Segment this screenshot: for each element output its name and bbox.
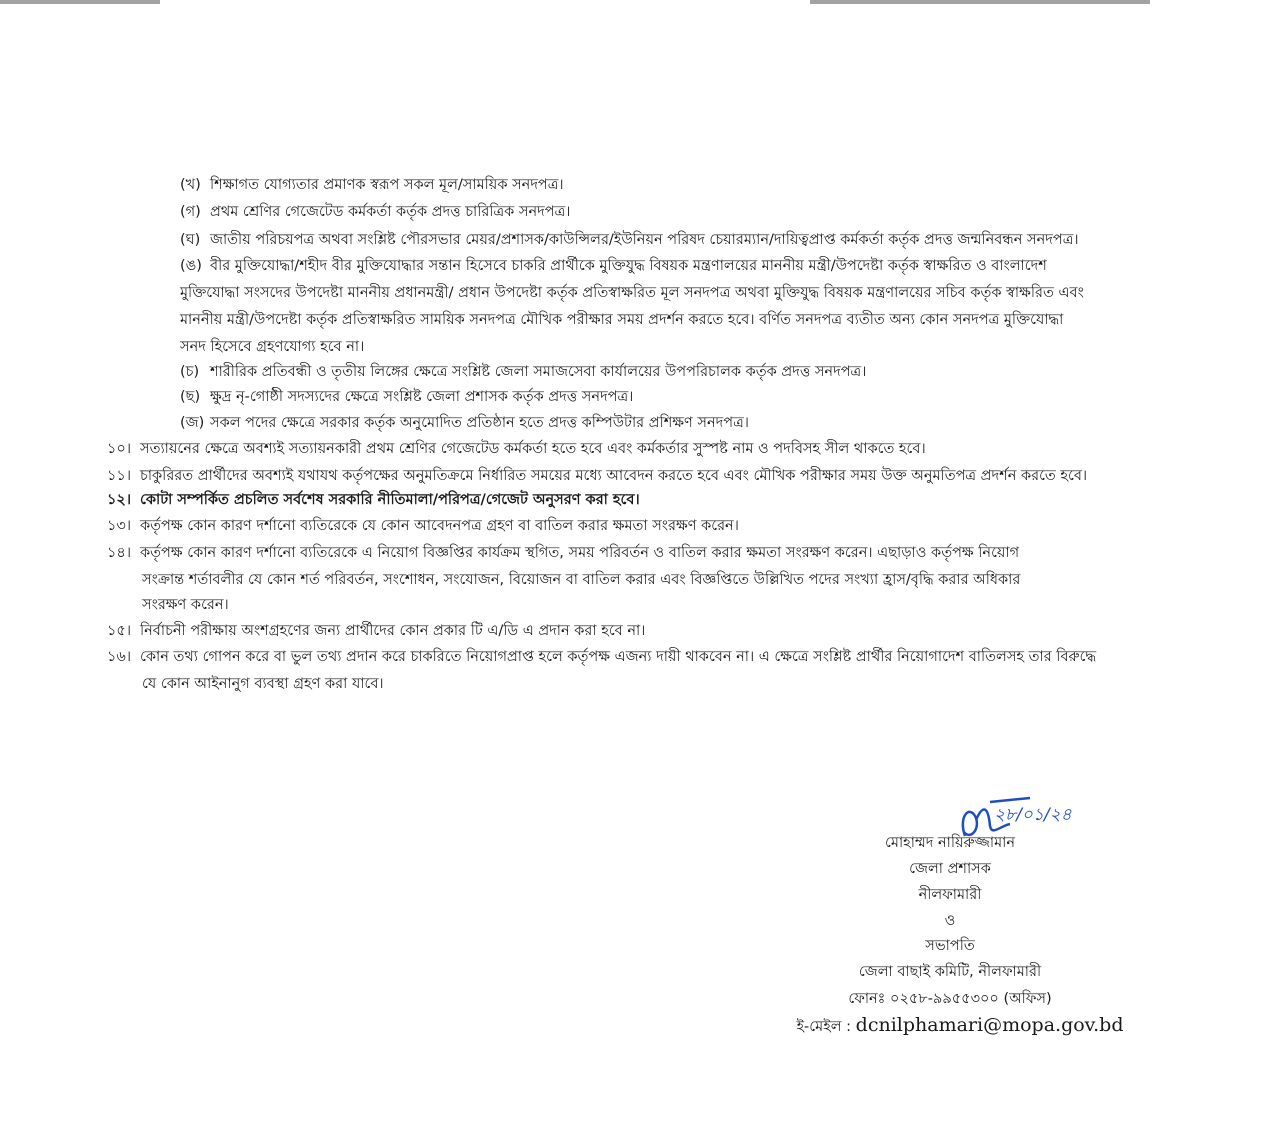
- signatory-phone: ফোনঃ ০২৫৮-৯৯৫৫৩০০ (অফিস): [848, 991, 1052, 1007]
- sub-item-text: মাননীয় মন্ত্রী/উপদেষ্টা কর্তৃক প্রতিস্বাক্ষরিত সাময়িক সনদপত্র মৌখিক পরীক্ষার সময় প্রদর্শন করতে হবে। বর্ণিত সনদপত্র ব্যতীত অন্য কোন সনদপত্র মুক্তিযোদ্ধা: [180, 312, 1064, 328]
- item-text: কর্তৃপক্ষ কোন কারণ দর্শানো ব্যতিরেকে যে কোন আবেদনপত্র গ্রহণ বা বাতিল করার ক্ষমতা সংরক্ষণ করেন।: [140, 518, 739, 534]
- sub-item-text: শারীরিক প্রতিবন্ধী ও তৃতীয় লিঙ্গের ক্ষেত্রে সংশ্লিষ্ট জেলা সমাজসেবা কার্যালয়ের উপপরিচালক কর্তৃক প্রদত্ত সনদপত্র।: [210, 364, 867, 380]
- item-text: সত্যায়নের ক্ষেত্রে অবশ্যই সত্যায়নকারী প্রথম শ্রেণির গেজেটেড কর্মকর্তা হতে হবে এবং কর্মকর্তার সুস্পষ্ট নাম ও পদবিসহ সীল থাকতে হবে।: [140, 441, 926, 457]
- scan-edge-right: [810, 0, 1150, 4]
- item-text: যে কোন আইনানুগ ব্যবস্থা গ্রহণ করা যাবে।: [142, 676, 384, 692]
- item-number: ১১।: [107, 468, 132, 484]
- signatory-designation: জেলা প্রশাসক: [909, 861, 991, 877]
- email-link[interactable]: dcnilphamari@mopa.gov.bd: [855, 1014, 1124, 1036]
- signatory-and: ও: [944, 913, 956, 929]
- sub-item-text: বীর মুক্তিযোদ্ধা/শহীদ বীর মুক্তিযোদ্ধার সন্তান হিসেবে চাকরি প্রার্থীকে মুক্তিযুদ্ধ বিষয়ক মন্ত্রণালয়ের মাননীয় মন্ত্রী/উপদেষ্টা কর্তৃক স্বাক্ষরিত ও বাংলাদেশ: [210, 258, 1047, 274]
- sub-item-label: (ঙ): [180, 258, 202, 274]
- item-text: কর্তৃপক্ষ কোন কারণ দর্শানো ব্যতিরেকে এ নিয়োগ বিজ্ঞপ্তির কার্যক্রম স্থগিত, সময় পরিবর্তন ও বাতিল করার ক্ষমতা সংরক্ষণ করেন। এছাড়াও কর্তৃপক্ষ নিয়োগ: [140, 545, 1020, 561]
- sub-item-text: জাতীয় পরিচয়পত্র অথবা সংশ্লিষ্ট পৌরসভার মেয়র/প্রশাসক/কাউন্সিলর/ইউনিয়ন পরিষদ চেয়ারম্যান/দায়িত্বপ্রাপ্ত কর্মকর্তা কর্তৃক প্রদত্ত জন্মনিবন্ধন সনদপত্র।: [210, 232, 1079, 248]
- sub-item-label: (চ): [180, 364, 200, 380]
- signatory-name: মোহাম্মদ নায়িরুজ্জামান: [885, 835, 1015, 851]
- sub-item-label: (ছ): [180, 389, 201, 405]
- sub-item-label: (ঘ): [180, 232, 201, 248]
- item-number: ১৬।: [107, 649, 132, 665]
- signatory-district: নীলফামারী: [918, 887, 982, 903]
- scan-edge-left: [0, 0, 160, 4]
- signatory-email-line: [780, 1015, 1140, 1037]
- item-number: ১০।: [107, 441, 132, 457]
- item-number: ১২।: [107, 492, 132, 508]
- email-label: ই-মেইল :: [796, 1019, 852, 1035]
- item-number: ১৪।: [107, 545, 132, 561]
- sub-item-text: ক্ষুদ্র নৃ-গোষ্ঠী সদস্যদের ক্ষেত্রে সংশ্লিষ্ট জেলা প্রশাসক কর্তৃক প্রদত্ত সনদপত্র।: [210, 389, 634, 405]
- item-number: ১৩।: [107, 518, 132, 534]
- sub-item-label: (খ): [180, 177, 201, 193]
- item-text: কোটা সম্পর্কিত প্রচলিত সর্বশেষ সরকারি নীতিমালা/পরিপত্র/গেজেট অনুসরণ করা হবে।: [140, 492, 640, 508]
- item-text: নির্বাচনী পরীক্ষায় অংশগ্রহণের জন্য প্রার্থীদের কোন প্রকার টি এ/ডি এ প্রদান করা হবে না।: [140, 623, 646, 639]
- item-text: কোন তথ্য গোপন করে বা ভুল তথ্য প্রদান করে চাকরিতে নিয়োগপ্রাপ্ত হলে কর্তৃপক্ষ এজন্য দায়ী থাকবেন না। এ ক্ষেত্রে সংশ্লিষ্ট প্রার্থীর নিয়োগাদেশ বাতিলসহ তার বিরুদ্ধে: [140, 649, 1097, 665]
- sub-item-text: মুক্তিযোদ্ধা সংসদের উপদেষ্টা মাননীয় প্রধানমন্ত্রী/ প্রধান উপদেষ্টা কর্তৃক প্রতিস্বাক্ষরিত মূল সনদপত্র অথবা মুক্তিযুদ্ধ বিষয়ক মন্ত্রণালয়ের সচিব কর্তৃক স্বাক্ষরিত এবং: [180, 285, 1084, 301]
- item-number: ১৫।: [107, 623, 132, 639]
- item-text: সংরক্ষণ করেন।: [142, 597, 229, 613]
- sub-item-text: শিক্ষাগত যোগ্যতার প্রমাণক স্বরূপ সকল মূল/সাময়িক সনদপত্র।: [210, 177, 564, 193]
- sub-item-label: (গ): [180, 204, 201, 220]
- sub-item-text: সকল পদের ক্ষেত্রে সরকার কর্তৃক অনুমোদিত প্রতিষ্ঠান হতে প্রদত্ত কম্পিউটার প্রশিক্ষণ সনদপত্র।: [210, 415, 749, 431]
- signatory-committee: জেলা বাছাই কমিটি, নীলফামারী: [858, 964, 1042, 980]
- sub-item-text: সনদ হিসেবে গ্রহণযোগ্য হবে না।: [180, 339, 365, 355]
- item-text: চাকুরিরত প্রার্থীদের অবশ্যই যথাযথ কর্তৃপক্ষের অনুমতিক্রমে নির্ধারিত সময়ের মধ্যে আবেদন করতে হবে এবং মৌখিক পরীক্ষার সময় উক্ত অনুমতিপত্র প্রদর্শন করতে হবে।: [140, 468, 1088, 484]
- signatory-role: সভাপতি: [925, 938, 975, 954]
- sub-item-text: প্রথম শ্রেণির গেজেটেড কর্মকর্তা কর্তৃক প্রদত্ত চারিত্রিক সনদপত্র।: [210, 204, 571, 220]
- sub-item-label: (জ): [180, 415, 205, 431]
- item-text: সংক্রান্ত শর্তাবলীর যে কোন শর্ত পরিবর্তন, সংশোধন, সংযোজন, বিয়োজন বা বাতিল করার এবং বিজ্ঞপ্তিতে উল্লিখিত পদের সংখ্যা হ্রাস/বৃদ্ধি করার অধিকার: [142, 572, 1021, 588]
- signature-date: ২৮/০১/২৪: [994, 805, 1072, 825]
